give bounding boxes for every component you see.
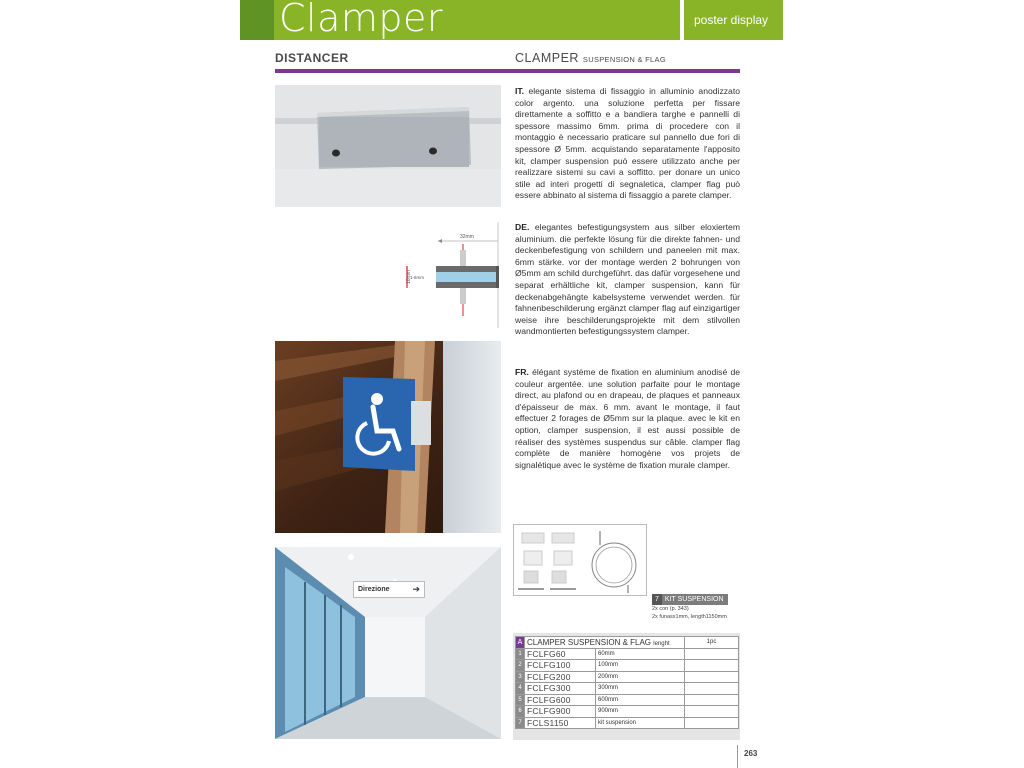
page-title: Clamper [279,0,444,40]
svg-text:10mm: 10mm [406,270,412,284]
arrow-right-icon: ➔ [412,584,420,594]
dimension-diagram [380,222,505,328]
text-french: FR. élégant système de fixation en aluminium anodisé de couleur argentée. une solution parfaite pour le montage direct, au plafond ou en drapeau, de plaques et panneaux d'épaisseur de max. 6 mm. avant le montage, il faut effectuer 2 forages de Ø5mm sur la plaque. avec le kit en option, clamper suspension, il est aussi possible de réaliser des systèmes suspendus sur câble. clamper flag complète de manière homogène vos projets de signalétique avec le système de fixation murale clamper. [515,367,741,470]
table-header-row: A CLAMPER SUSPENSION & FLAG lenght 1pc [516,637,739,649]
table-row: 5 FCLFG600 600mm [516,694,739,706]
table-row: 2 FCLFG100 100mm [516,660,739,672]
svg-text:1-6mm: 1-6mm [410,275,425,280]
clamper-photo [275,85,501,207]
table-row: 7 FCLS1150 kit suspension [516,717,739,729]
table-row: 4 FCLFG300 300mm [516,683,739,695]
kit-suspension-image [513,524,647,596]
kit-suspension-tag: 7 KIT SUSPENSION [652,594,728,605]
page-number: 263 [744,749,758,758]
text-italian: IT. elegante sistema di fissaggio in alluminio anodizzato color argento. una soluzione perfetta per fissare direttamente a soffitto e a bandiera targhe e pannelli di spessore massimo 6mm. prima di procedere con il montaggio è necessario praticare sul pannello due fori di spessore Ø 5mm. acquistando separatamente l'apposito kit, clamper suspension può essere utilizzato anche per realizzare sistemi su cavi a soffitto. per donare un unico stile ad interi progetti di segnaletica, clamper flag può essere abbinato al sistema di fissaggio a parete clamper. [515,86,741,201]
direction-sign-label: Direzione [358,586,390,593]
flag-sign-photo [275,341,501,533]
table-row: 1 FCLFG60 60mm [516,648,739,660]
section-title-distancer: DISTANCER [275,51,349,65]
table-row: 3 FCLFG200 200mm [516,671,739,683]
page-number-divider [737,745,738,768]
section-title-clamper: CLAMPER SUSPENSION & FLAG [515,51,666,65]
table-row: 6 FCLFG900 900mm [516,706,739,718]
header-accent [240,0,274,40]
direction-sign [353,581,425,598]
text-german: DE. elegantes befestigungsystem aus silber eloxiertem aluminium. die perfekte lösung für die direkte fahnen- und deckenbefestigung von schildern und paneelen mit max. 6mm stärke. vor der montage werden 2 bohrungen von Ø5mm am schild durchgeführt. das dafür vorgesehene und separat erhältliche kit, clamper suspension, kann für deckenabgehängte kabelsysteme verwendet werden. für fahnenbeschilderung ergänzt clamper flag auf einzigartiger weise ihre beschilderungsprojekte mit dem stilvollen wandmontierten befestigungssystem clamper. [515,222,740,337]
page-category: poster display [694,13,769,27]
kit-notes: 2x con (p. 343) 2x funasx1mm, length1150mm [652,606,727,620]
section-divider [275,69,740,73]
product-table [515,636,739,729]
corridor-photo [275,547,501,739]
dim-width-label: 32mm [460,234,474,240]
